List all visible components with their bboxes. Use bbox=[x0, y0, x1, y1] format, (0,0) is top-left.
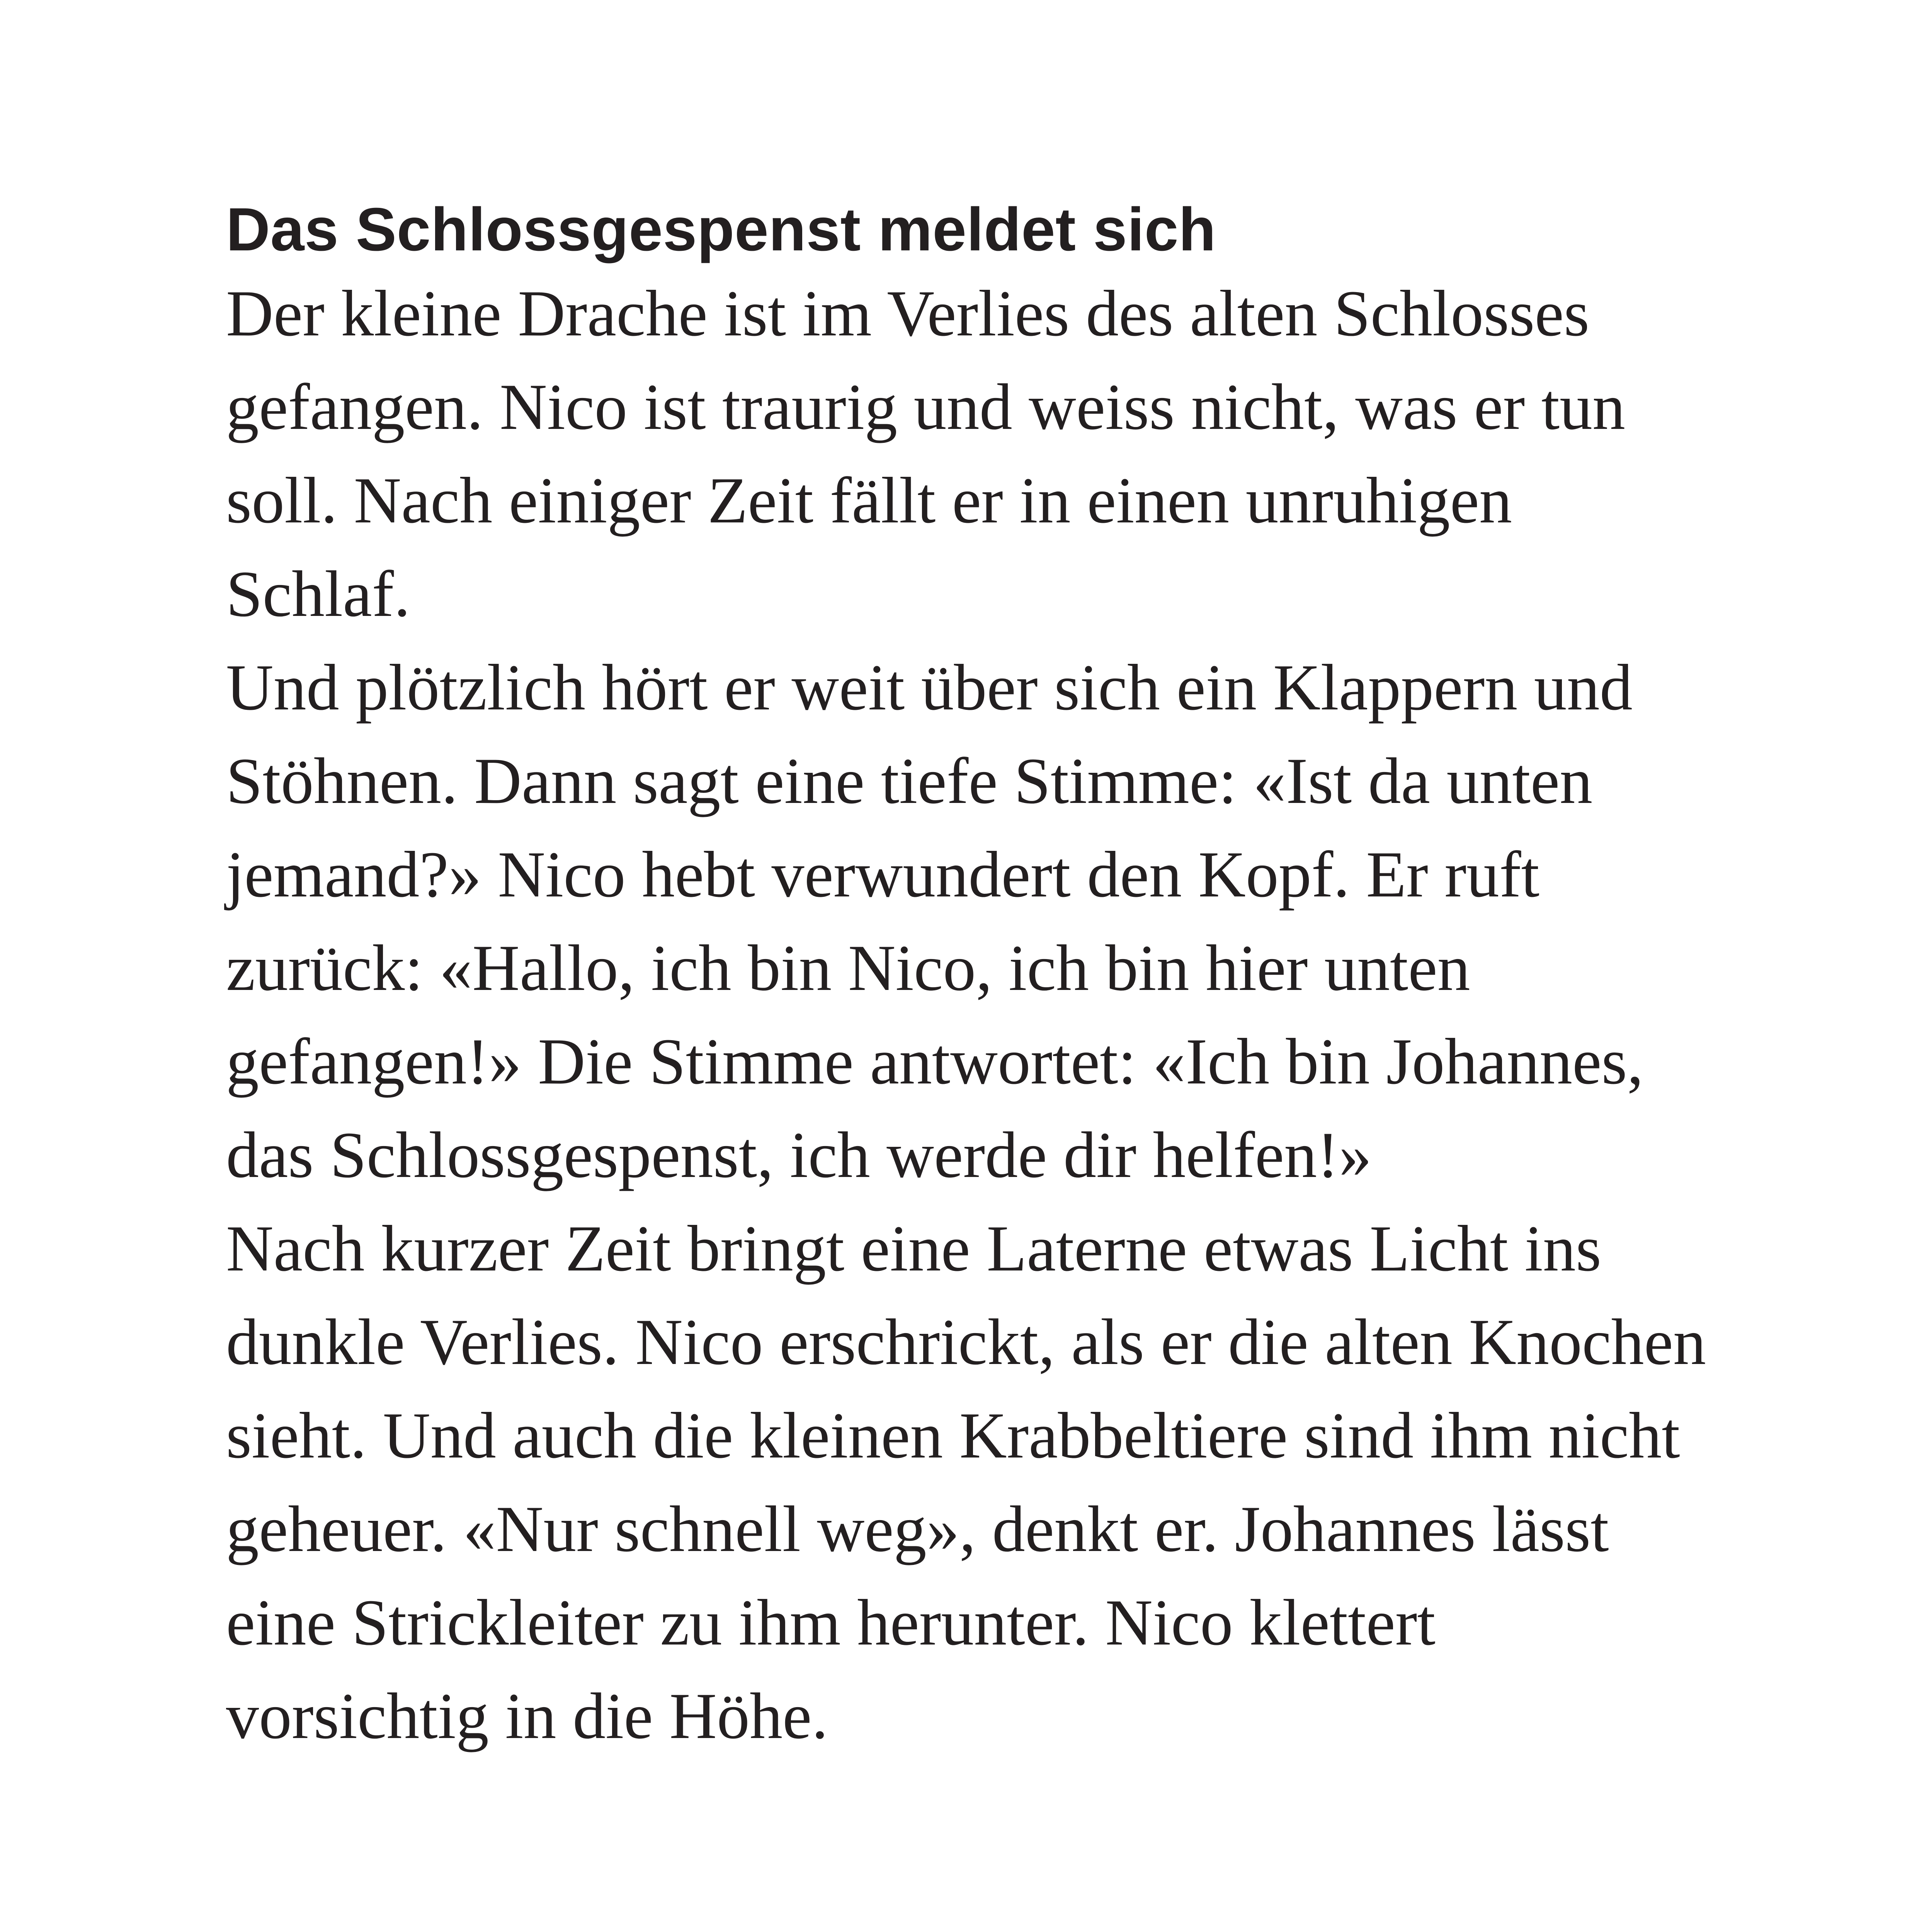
paragraph-2: Und plötzlich hört er weit über sich ein Klappern und Stöhnen. Dann sagt eine tiefe Stimme: «Ist da unten jemand?» Nico hebt verwundert den Kopf. Er ruft zurück: «Hallo, ich bin Nico, ich bin hier unten gefangen!» Die Stimme antwortet: «Ich bin Johannes, das Schlossgespenst, ich werde dir helfen!» bbox=[226, 651, 1644, 1191]
paragraph-3: Nach kurzer Zeit bringt eine Laterne etwas Licht ins dunkle Verlies. Nico erschrickt, als er die alten Knochen sieht. Und auch die kleinen Krabbeltiere sind ihm nicht geheuer. «Nur schnell weg», denkt er. Johannes lässt eine Strickleiter zu ihm herunter. Nico klettert vorsichtig in die Höhe. bbox=[226, 1212, 1706, 1752]
paragraph-1: Der kleine Drache ist im Verlies des alten Schlosses gefangen. Nico ist traurig und weiss nicht, was er tun soll. Nach einiger Zeit fällt er in einen unruhigen Schlaf. bbox=[226, 277, 1626, 630]
page-title: Das Schlossgespenst meldet sich bbox=[226, 196, 1216, 264]
page-content bbox=[226, 193, 1733, 1763]
